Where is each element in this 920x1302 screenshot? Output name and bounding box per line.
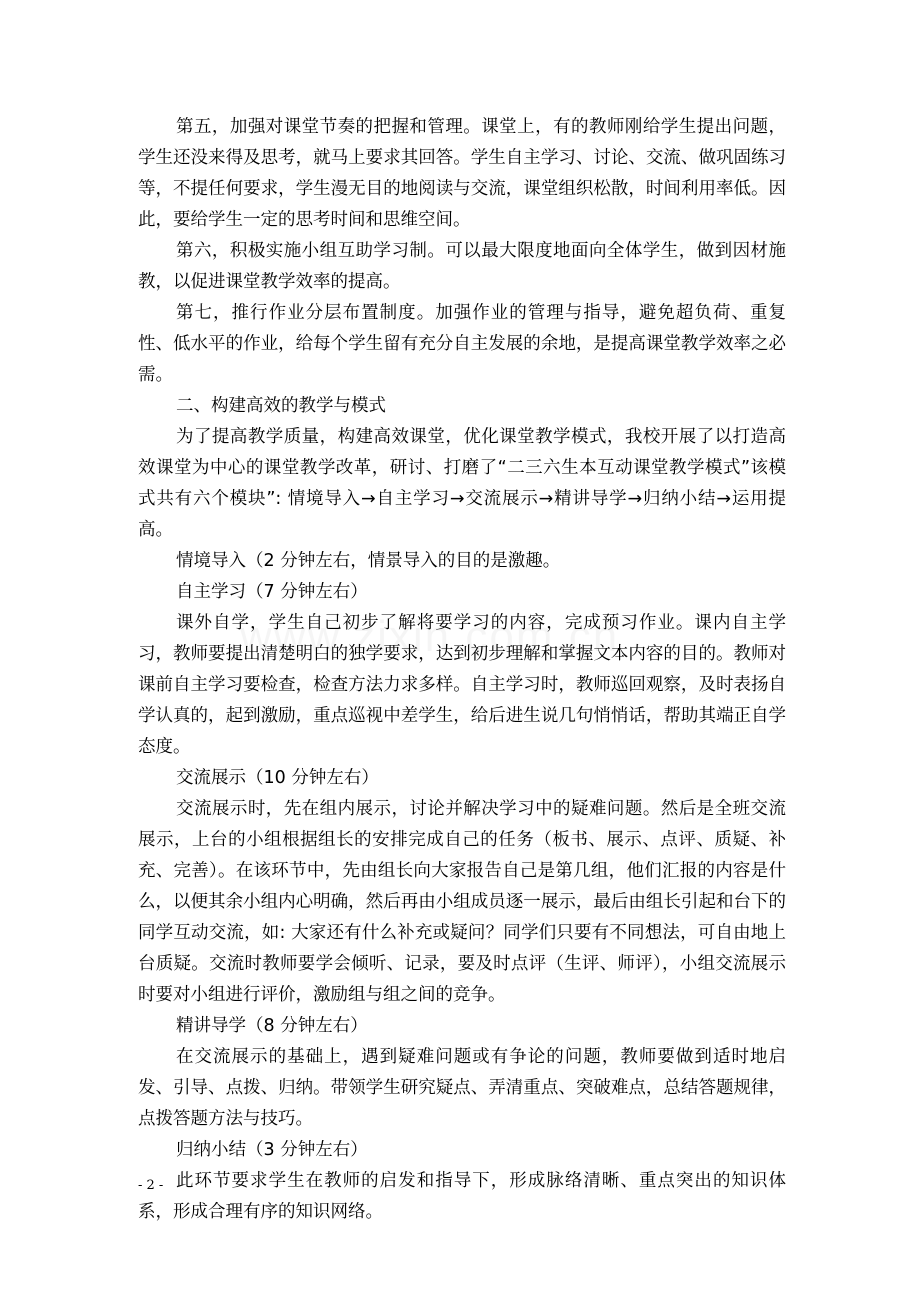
paragraph-summary: 此环节要求学生在教师的启发和指导下，形成脉络清晰、重点突出的知识体系，形成合理有序的知识网络。: [138, 1171, 786, 1222]
paragraph-seventh-point: 第七，推行作业分层布置制度。加强作业的管理与指导，避免超负荷、重复性、低水平的作业，给每个学生留有充分自主发展的余地，是提高课堂教学效率之必需。: [138, 303, 786, 385]
paragraph-model-intro: 为了提高教学质量，构建高效课堂，优化课堂教学模式，我校开展了以打造高效课堂为中心的课堂教学改革，研讨、打磨了“二三六生本互动课堂教学模式”该模式共有六个模块”: 情境导入→自主学习→交流展示→精讲导学→归纳小结→运用提高。: [138, 427, 786, 540]
step-heading-exchange: 交流展示（10 分钟左右）: [176, 768, 379, 788]
paragraph-sixth-point: 第六，积极实施小组互助学习制。可以最大限度地面向全体学生，做到因材施教，以促进课堂教学效率的提高。: [138, 241, 786, 292]
page-number: - 2 -: [138, 1178, 164, 1193]
step-heading-situation: 情境导入（2 分钟左右，情景导入的目的是激趣。: [176, 551, 561, 571]
step-heading-summary: 归纳小结（3 分钟左右）: [176, 1140, 368, 1160]
paragraph-guidance: 在交流展示的基础上，遇到疑难问题或有争论的问题，教师要做到适时地启发、引导、点拨、归纳。带领学生研究疑点、弄清重点、突破难点，总结答题规律，点拨答题方法与技巧。: [138, 1047, 786, 1129]
paragraph-exchange: 交流展示时，先在组内展示，讨论并解决学习中的疑难问题。然后是全班交流展示，上台的小组根据组长的安排完成自己的任务（板书、展示、点评、质疑、补充、完善）。在该环节中，先由组长向大家报告自己是第几组，他们汇报的内容是什么，以便其余小组内心明确，然后再由小组成员逐一展示，最后由组长引起和台下的同学互动交流，如: 大家还有什么补充或疑问？同学们只要有不同想法，可自由地上台质疑。交流时教师要学会倾听、记录，要及时点评（生评、师评），小组交流展示时要对小组进行评价，激励组与组之间的竞争。: [138, 799, 786, 1005]
step-heading-self-study: 自主学习（7 分钟左右）: [176, 582, 368, 602]
step-heading-guidance: 精讲导学（8 分钟左右）: [176, 1016, 368, 1036]
paragraph-self-study: 课外自学，学生自己初步了解将要学习的内容，完成预习作业。课内自主学习，教师要提出清楚明白的独学要求，达到初步理解和掌握文本内容的目的。教师对课前自主学习要检查，检查方法力求多样。自主学习时，教师巡回观察，及时表扬自学认真的，起到激励，重点巡视中差学生，给后进生说几句悄悄话，帮助其端正自学态度。: [138, 613, 786, 757]
document-body: [138, 112, 786, 1228]
section-heading-model: 二、构建高效的教学与模式: [176, 396, 386, 416]
paragraph-fifth-point: 第五，加强对课堂节奏的把握和管理。课堂上，有的教师刚给学生提出问题，学生还没来得及思考，就马上要求其回答。学生自主学习、讨论、交流、做巩固练习等，不提任何要求，学生漫无目的地阅读与交流，课堂组织松散，时间利用率低。因此，要给学生一定的思考时间和思维空间。: [138, 117, 786, 230]
